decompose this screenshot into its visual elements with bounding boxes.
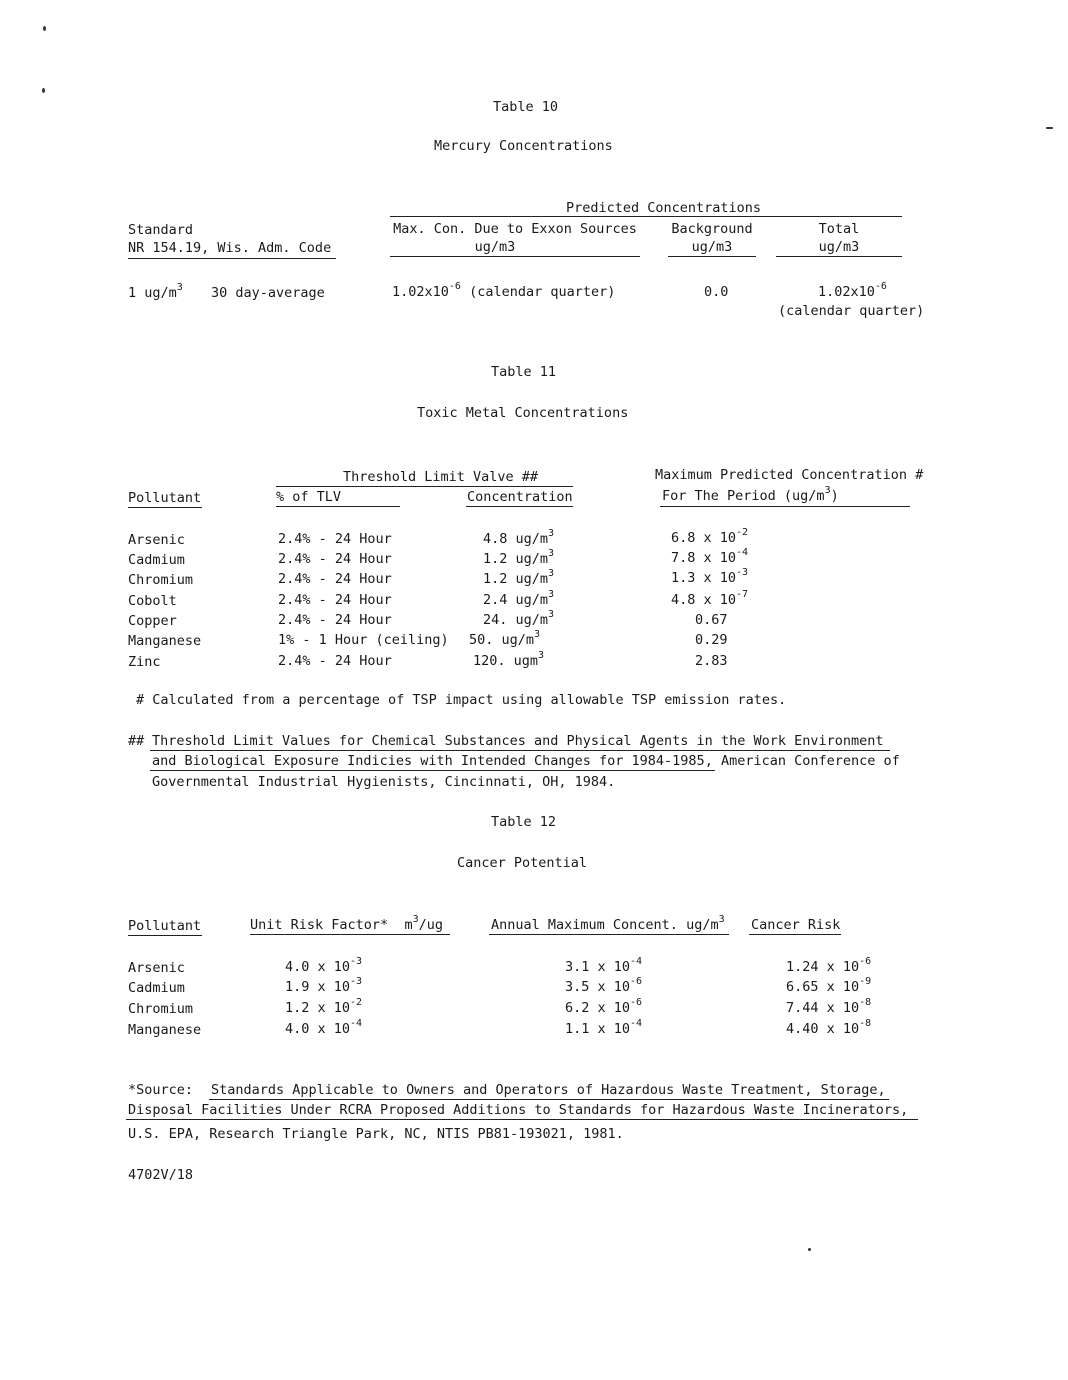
max-predicted: 7.8 x $10^{-4}$ xyxy=(671,547,749,566)
table-10-subtitle: Mercury Concentrations xyxy=(434,138,613,154)
annual-max-header: Annual Maximum Concent. $ug/m^3$ xyxy=(491,914,725,933)
max-con-value: $1.02x10^{-6}$ (calendar quarter) xyxy=(392,281,616,300)
citation-underline xyxy=(150,750,890,751)
table-12-title: Table 12 xyxy=(491,814,557,830)
table-11-subtitle: Toxic Metal Concentrations xyxy=(417,405,629,421)
standard-header: Standard xyxy=(128,222,194,238)
pollutant-name: Cadmium xyxy=(128,980,185,996)
scan-speck xyxy=(808,1248,811,1251)
total-value: $1.02x10^{-6}$ xyxy=(818,281,887,300)
source-line-1: Standards Applicable to Owners and Operators of Hazardous Waste Treatment, Storage, xyxy=(211,1082,886,1098)
unit-risk-factor: 1.2 x $10^{-2}$ xyxy=(285,997,363,1016)
concentration: 1.2 $ug/m^3$ xyxy=(483,548,555,567)
header-rule xyxy=(128,935,202,936)
total-period: (calendar quarter) xyxy=(778,303,925,319)
standard-period: 30 day-average xyxy=(211,285,325,301)
pct-tlv: 2.4% - 24 Hour xyxy=(278,612,392,628)
pct-tlv: 2.4% - 24 Hour xyxy=(278,551,392,567)
pollutant-name: Chromium xyxy=(128,1001,194,1017)
source-label: *Source: xyxy=(128,1082,194,1098)
footnote-tlv-line-1: Threshold Limit Values for Chemical Substances and Physical Agents in the Work Environment xyxy=(152,733,884,749)
concentration: 24. $ug/m^3$ xyxy=(483,609,555,628)
header-rule xyxy=(390,256,640,257)
citation-underline xyxy=(126,1119,918,1120)
annual-max-concent: 3.5 x $10^{-6}$ xyxy=(565,976,643,995)
pct-tlv: 2.4% - 24 Hour xyxy=(278,653,392,669)
background-value: 0.0 xyxy=(704,284,729,300)
header-rule xyxy=(668,256,756,257)
header-rule xyxy=(128,507,202,508)
concentration: 1.2 $ug/m^3$ xyxy=(483,568,555,587)
footnote-tlv-line-2: and Biological Exposure Indicies with Intended Changes for 1984-1985, American Conference of xyxy=(152,753,900,769)
header-rule xyxy=(749,934,841,935)
pollutant-name: Arsenic xyxy=(128,960,185,976)
unit-risk-factor: 1.9 x $10^{-3}$ xyxy=(285,976,363,995)
cancer-risk-header: Cancer Risk xyxy=(751,917,841,933)
pollutant-header: Pollutant xyxy=(128,490,202,506)
max-con-header: Max. Con. Due to Exxon Sources xyxy=(393,221,637,237)
max-predicted: 2.83 xyxy=(695,653,728,669)
citation-underline xyxy=(209,1099,889,1100)
pollutant-name: Manganese xyxy=(128,633,202,649)
pct-tlv: 1% - 1 Hour (ceiling) xyxy=(278,632,449,648)
source-line-2: Disposal Facilities Under RCRA Proposed Additions to Standards for Hazardous Waste Incinerators, xyxy=(128,1102,909,1118)
header-rule xyxy=(466,506,573,507)
pct-tlv: 2.4% - 24 Hour xyxy=(278,571,392,587)
scan-speck xyxy=(42,88,45,93)
footnote-tsp: # Calculated from a percentage of TSP impact using allowable TSP emission rates. xyxy=(136,692,787,708)
concentration: 50. $ug/m^3$ xyxy=(469,629,541,648)
document-code: 4702V/18 xyxy=(128,1167,194,1183)
pollutant-name: Cobolt xyxy=(128,593,177,609)
pct-tlv: 2.4% - 24 Hour xyxy=(278,592,392,608)
pollutant-name: Zinc xyxy=(128,654,161,670)
pollutant-name: Manganese xyxy=(128,1022,202,1038)
max-predicted: 4.8 x $10^{-7}$ xyxy=(671,589,749,608)
concentration-header: Concentration xyxy=(467,489,573,505)
header-rule xyxy=(489,934,729,935)
header-rule xyxy=(250,934,450,935)
standard-value: 1 $ug/m^3$ xyxy=(128,282,183,301)
pct-tlv-header: % of TLV xyxy=(276,489,342,505)
standard-code-header: NR 154.19, Wis. Adm. Code xyxy=(128,240,332,256)
footnote-tlv-line-3: Governmental Industrial Hygienists, Cincinnati, OH, 1984. xyxy=(152,774,616,790)
pollutant-name: Copper xyxy=(128,613,177,629)
max-predicted: 0.29 xyxy=(695,632,728,648)
max-predicted: 0.67 xyxy=(695,612,728,628)
background-unit-header: ug/m3 xyxy=(691,239,733,255)
max-con-unit-header: ug/m3 xyxy=(474,239,516,255)
annual-max-concent: 6.2 x $10^{-6}$ xyxy=(565,997,643,1016)
header-rule xyxy=(128,258,336,259)
concentration: 4.8 $ug/m^3$ xyxy=(483,528,555,547)
total-unit-header: ug/m3 xyxy=(818,239,860,255)
header-rule xyxy=(276,506,400,507)
footnote-marker: ## xyxy=(128,733,145,749)
predicted-concentrations-header: Predicted Concentrations xyxy=(566,200,762,216)
max-predicted: 6.8 x $10^{-2}$ xyxy=(671,527,749,546)
pct-tlv: 2.4% - 24 Hour xyxy=(278,531,392,547)
background-header: Background xyxy=(671,221,753,237)
table-11-title: Table 11 xyxy=(491,364,557,380)
pollutant-name: Cadmium xyxy=(128,552,185,568)
cancer-risk: 1.24 x $10^{-6}$ xyxy=(786,956,872,975)
citation-underline xyxy=(150,770,715,771)
cancer-risk: 6.65 x $10^{-9}$ xyxy=(786,976,872,995)
header-rule xyxy=(276,486,573,487)
concentration: 2.4 $ug/m^3$ xyxy=(483,589,555,608)
table-10-title: Table 10 xyxy=(493,99,559,115)
pollutant-name: Chromium xyxy=(128,572,194,588)
scan-speck xyxy=(1046,127,1053,129)
pollutant-header: Pollutant xyxy=(128,918,202,934)
cancer-risk: 7.44 x $10^{-8}$ xyxy=(786,997,872,1016)
concentration: 120. ugm$^3$ xyxy=(473,650,545,669)
unit-risk-header: Unit Risk Factor* $m^3/ug$ xyxy=(250,914,443,933)
scan-speck xyxy=(43,26,46,31)
max-predicted-header: Maximum Predicted Concentration # xyxy=(655,467,924,483)
table-12-subtitle: Cancer Potential xyxy=(457,855,588,871)
max-predicted: 1.3 x $10^{-3}$ xyxy=(671,567,749,586)
unit-risk-factor: 4.0 x $10^{-4}$ xyxy=(285,1018,363,1037)
annual-max-concent: 3.1 x $10^{-4}$ xyxy=(565,956,643,975)
header-rule xyxy=(776,256,902,257)
cancer-risk: 4.40 x $10^{-8}$ xyxy=(786,1018,872,1037)
tlv-header: Threshold Limit Valve ## xyxy=(343,469,539,485)
header-rule xyxy=(390,216,902,217)
total-header: Total xyxy=(818,221,860,237)
for-period-header: For The Period $(ug/m^3)$ xyxy=(662,485,839,504)
pollutant-name: Arsenic xyxy=(128,532,185,548)
header-rule xyxy=(660,506,910,507)
source-line-3: U.S. EPA, Research Triangle Park, NC, NTIS PB81-193021, 1981. xyxy=(128,1126,624,1142)
annual-max-concent: 1.1 x $10^{-4}$ xyxy=(565,1018,643,1037)
unit-risk-factor: 4.0 x $10^{-3}$ xyxy=(285,956,363,975)
